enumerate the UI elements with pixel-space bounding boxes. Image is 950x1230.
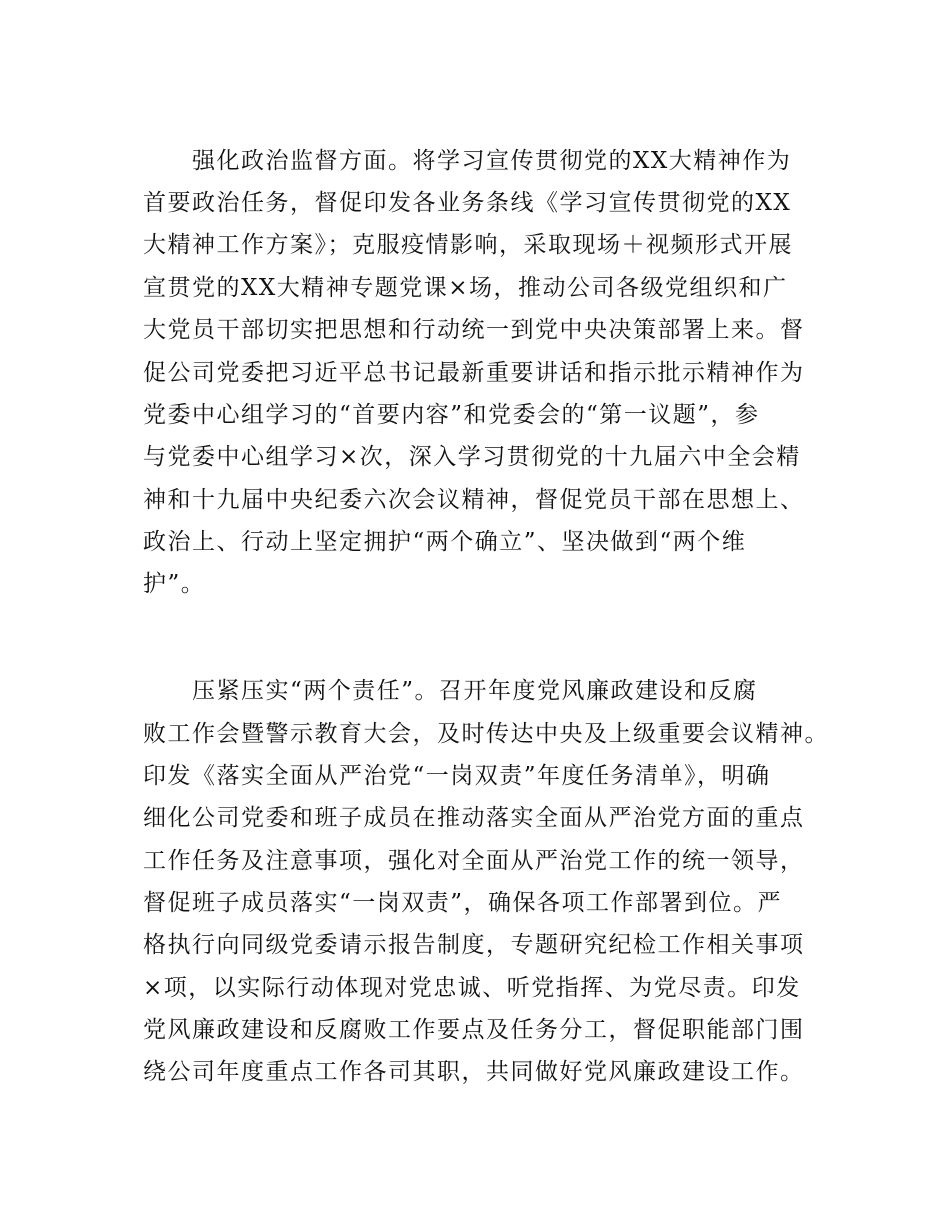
- paragraph-1-line-5: 大党员干部切实把思想和行动统一到党中央决策部署上来。督: [143, 317, 805, 343]
- paragraph-2-line-9: 党风廉政建设和反腐败工作要点及任务分工，督促职能部门围: [143, 1017, 805, 1043]
- paragraph-2-line-1: 压紧压实“两个责任”。召开年度党风廉政建设和反腐: [192, 678, 758, 704]
- paragraph-1-line-2: 首要政治任务，督促印发各业务条线《学习宣传贯彻党的XX: [143, 190, 792, 216]
- paragraph-2-line-2: 败工作会暨警示教育大会，及时传达中央及上级重要会议精神。: [143, 721, 829, 747]
- paragraph-1-line-3: 大精神工作方案》；克服疫情影响，采取现场＋视频形式开展: [143, 232, 793, 258]
- paragraph-2-line-3: 印发《落实全面从严治党“一岗双责”年度任务清单》，明确: [143, 763, 771, 789]
- paragraph-2-line-6: 督促班子成员落实“一岗双责”，确保各项工作部署到位。严: [143, 890, 783, 916]
- paragraph-1-line-11: 护”。: [143, 571, 206, 597]
- paragraph-1-line-8: 与党委中心组学习×次，深入学习贯彻党的十九届六中全会精: [143, 444, 801, 470]
- paragraph-2-line-8: ×项，以实际行动体现对党忠诚、听党指挥、为党尽责。印发: [143, 975, 801, 1001]
- paragraph-1-line-7: 党委中心组学习的“首要内容”和党委会的“第一议题”，参: [143, 402, 760, 428]
- paragraph-1-line-9: 神和十九届中央纪委六次会议精神，督促党员干部在思想上、: [143, 487, 805, 513]
- paragraph-2-line-5: 工作任务及注意事项，强化对全面从严治党工作的统一领导，: [143, 848, 805, 874]
- paragraph-2-line-10: 绕公司年度重点工作各司其职，共同做好党风廉政建设工作。: [143, 1059, 805, 1085]
- paragraph-1-line-6: 促公司党委把习近平总书记最新重要讲话和指示批示精神作为: [143, 360, 805, 386]
- paragraph-2-line-4: 细化公司党委和班子成员在推动落实全面从严治党方面的重点: [143, 805, 805, 831]
- paragraph-1-line-1: 强化政治监督方面。将学习宣传贯彻党的XX大精神作为: [192, 148, 792, 174]
- paragraph-1-line-4: 宣贯党的XX大精神专题党课×场，推动公司各级党组织和广: [143, 275, 788, 301]
- paragraph-1-line-10: 政治上、行动上坚定拥护“两个确立”、坚决做到“两个维: [143, 529, 747, 555]
- paragraph-2-line-7: 格执行向同级党委请示报告制度，专题研究纪检工作相关事项: [143, 932, 805, 958]
